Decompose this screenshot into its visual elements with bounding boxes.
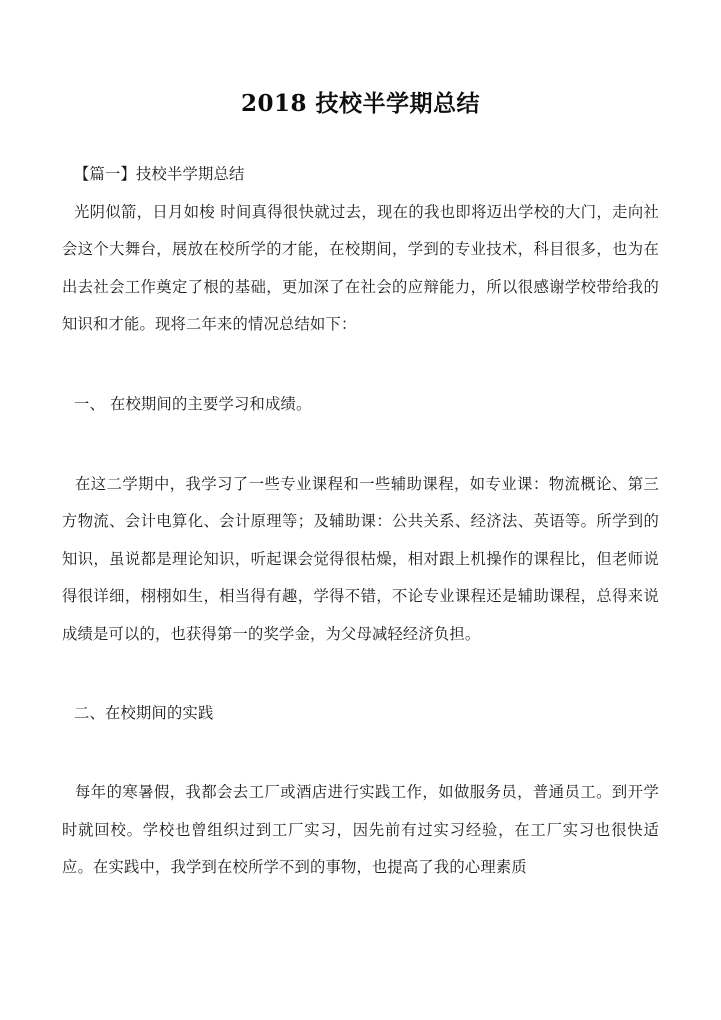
- heading-section-two: 二、在校期间的实践: [74, 703, 214, 722]
- spacer-before-heading-one: [62, 344, 659, 386]
- spacer-after-heading-two: [62, 732, 659, 774]
- section-label: 【篇一】技校半学期总结: [74, 165, 245, 183]
- spacer-after-heading-one: [62, 424, 659, 466]
- document-body: [0, 156, 721, 887]
- heading-section-one: 一、 在校期间的主要学习和成绩。: [74, 394, 312, 413]
- paragraph-intro: 光阴似箭，日月如梭 时间真得很快就过去，现在的我也即将迈出学校的大门，走向社会这个大舞台，展放在校所学的才能，在校期间，学到的专业技术，科目很多，也为在出去社会工作奠定了根的基础，更加深了在社会的应辩能力，所以很感谢学校带给我的知识和才能。现将二年来的情况总结如下：: [62, 202, 659, 334]
- page-title: 2018 技校半学期总结: [240, 90, 481, 117]
- spacer-before-heading-two: [62, 654, 659, 695]
- paragraph-studies: 在这二学期中，我学习了一些专业课程和一些辅助课程，如专业课：物流概论、第三方物流、会计电算化、会计原理等；及辅助课：公共关系、经济法、英语等。所学到的知识，虽说都是理论知识，听起课会觉得很枯燥，相对跟上机操作的课程比，但老师说得很详细，栩栩如生，相当得有趣，学得不错，不论专业课程还是辅助课程，总得来说成绩是可以的，也获得第一的奖学金，为父母减轻经济负担。: [62, 474, 659, 643]
- paragraph-practice: 每年的寒暑假，我都会去工厂或酒店进行实践工作，如做服务员，普通员工。到开学时就回校。学校也曾组织过到工厂实习，因先前有过实习经验，在工厂实习也很快适应。在实践中，我学到在校所学不到的事物，也提高了我的心理素质: [62, 783, 659, 877]
